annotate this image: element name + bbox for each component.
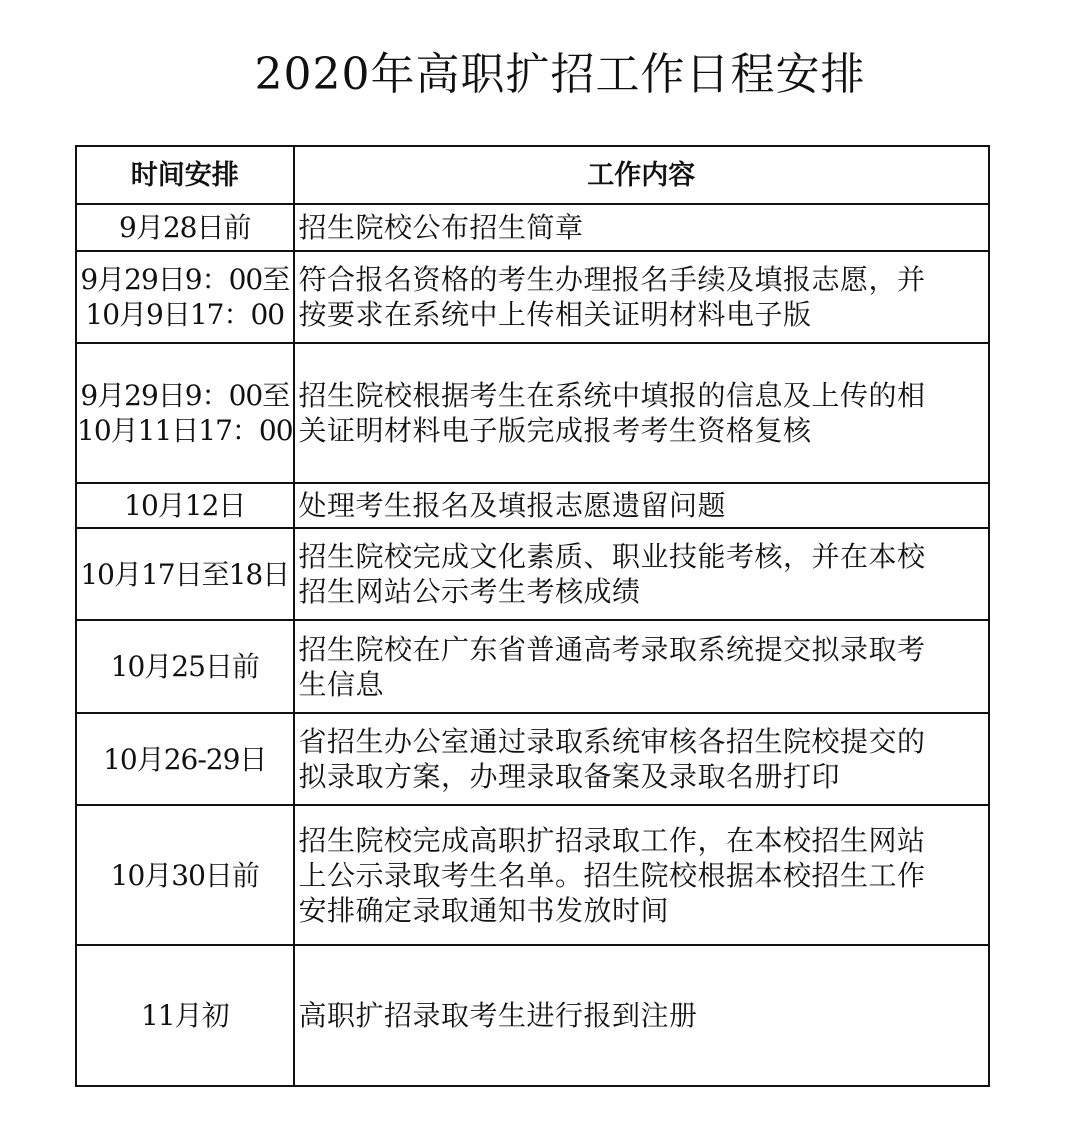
time-cell bbox=[76, 620, 294, 713]
content-cell bbox=[294, 343, 989, 483]
content-cell bbox=[294, 204, 989, 251]
content-cell bbox=[294, 620, 989, 713]
header-content: 工作内容 bbox=[294, 146, 989, 204]
time-text: 11月初 bbox=[140, 999, 229, 1032]
content-text: 招生院校根据考生在系统中填报的信息及上传的相 bbox=[298, 379, 926, 412]
table-row bbox=[76, 620, 989, 713]
time-cell bbox=[76, 528, 294, 620]
content-cell bbox=[294, 713, 989, 805]
time-text: 10月11日17：00 bbox=[77, 414, 293, 447]
table-row bbox=[76, 945, 989, 1086]
content-cell bbox=[294, 945, 989, 1086]
table-row bbox=[76, 204, 989, 251]
content-text: 高职扩招录取考生进行报到注册 bbox=[298, 999, 698, 1032]
content-text: 拟录取方案，办理录取备案及录取名册打印 bbox=[298, 760, 841, 793]
content-text: 生信息 bbox=[298, 667, 385, 701]
time-text: 9月28日前 bbox=[119, 211, 251, 244]
content-cell bbox=[294, 528, 989, 620]
content-text: 处理考生报名及填报志愿遗留问题 bbox=[298, 489, 727, 522]
content-text: 符合报名资格的考生办理报名手续及填报志愿，并 bbox=[298, 263, 926, 296]
table-row bbox=[76, 343, 989, 483]
content-text: 招生院校完成文化素质、职业技能考核，并在本校 bbox=[298, 540, 926, 573]
content-text: 上公示录取考生名单。招生院校根据本校招生工作 bbox=[298, 858, 926, 892]
time-text: 9月29日9：00至 bbox=[80, 263, 290, 296]
time-cell bbox=[76, 251, 294, 343]
time-cell bbox=[76, 805, 294, 945]
time-cell bbox=[76, 343, 294, 483]
time-text: 9月29日9：00至 bbox=[80, 379, 290, 412]
table-row bbox=[76, 528, 989, 620]
content-cell bbox=[294, 805, 989, 945]
time-cell bbox=[76, 483, 294, 528]
time-cell bbox=[76, 204, 294, 251]
header-time: 时间安排 bbox=[76, 146, 294, 204]
time-cell bbox=[76, 945, 294, 1086]
time-text: 10月12日 bbox=[124, 489, 246, 522]
content-cell bbox=[294, 483, 989, 528]
time-text: 10月30日前 bbox=[110, 858, 259, 892]
content-text: 招生院校公布招生简章 bbox=[298, 211, 584, 244]
table-row bbox=[76, 483, 989, 528]
time-text: 10月26-29日 bbox=[103, 742, 267, 776]
time-text: 10月9日17：00 bbox=[85, 298, 285, 331]
time-cell bbox=[76, 713, 294, 805]
content-text: 关证明材料电子版完成报考考生资格复核 bbox=[298, 414, 812, 447]
content-text: 招生网站公示考生考核成绩 bbox=[298, 575, 641, 608]
table-header-row bbox=[76, 146, 989, 204]
content-text: 按要求在系统中上传相关证明材料电子版 bbox=[298, 298, 812, 331]
content-cell bbox=[294, 251, 989, 343]
time-text: 10月17日至18日 bbox=[80, 557, 290, 591]
table-row bbox=[76, 251, 989, 343]
time-text: 10月25日前 bbox=[110, 650, 259, 683]
schedule-table bbox=[75, 145, 990, 1087]
table-row bbox=[76, 805, 989, 945]
content-text: 安排确定录取通知书发放时间 bbox=[298, 893, 670, 927]
page-title: 2020年高职扩招工作日程安排 bbox=[254, 49, 866, 100]
content-text: 省招生办公室通过录取系统审核各招生院校提交的 bbox=[298, 725, 926, 758]
content-text: 招生院校完成高职扩招录取工作，在本校招生网站 bbox=[298, 823, 926, 857]
content-text: 招生院校在广东省普通高考录取系统提交拟录取考 bbox=[298, 632, 926, 666]
table-row bbox=[76, 713, 989, 805]
